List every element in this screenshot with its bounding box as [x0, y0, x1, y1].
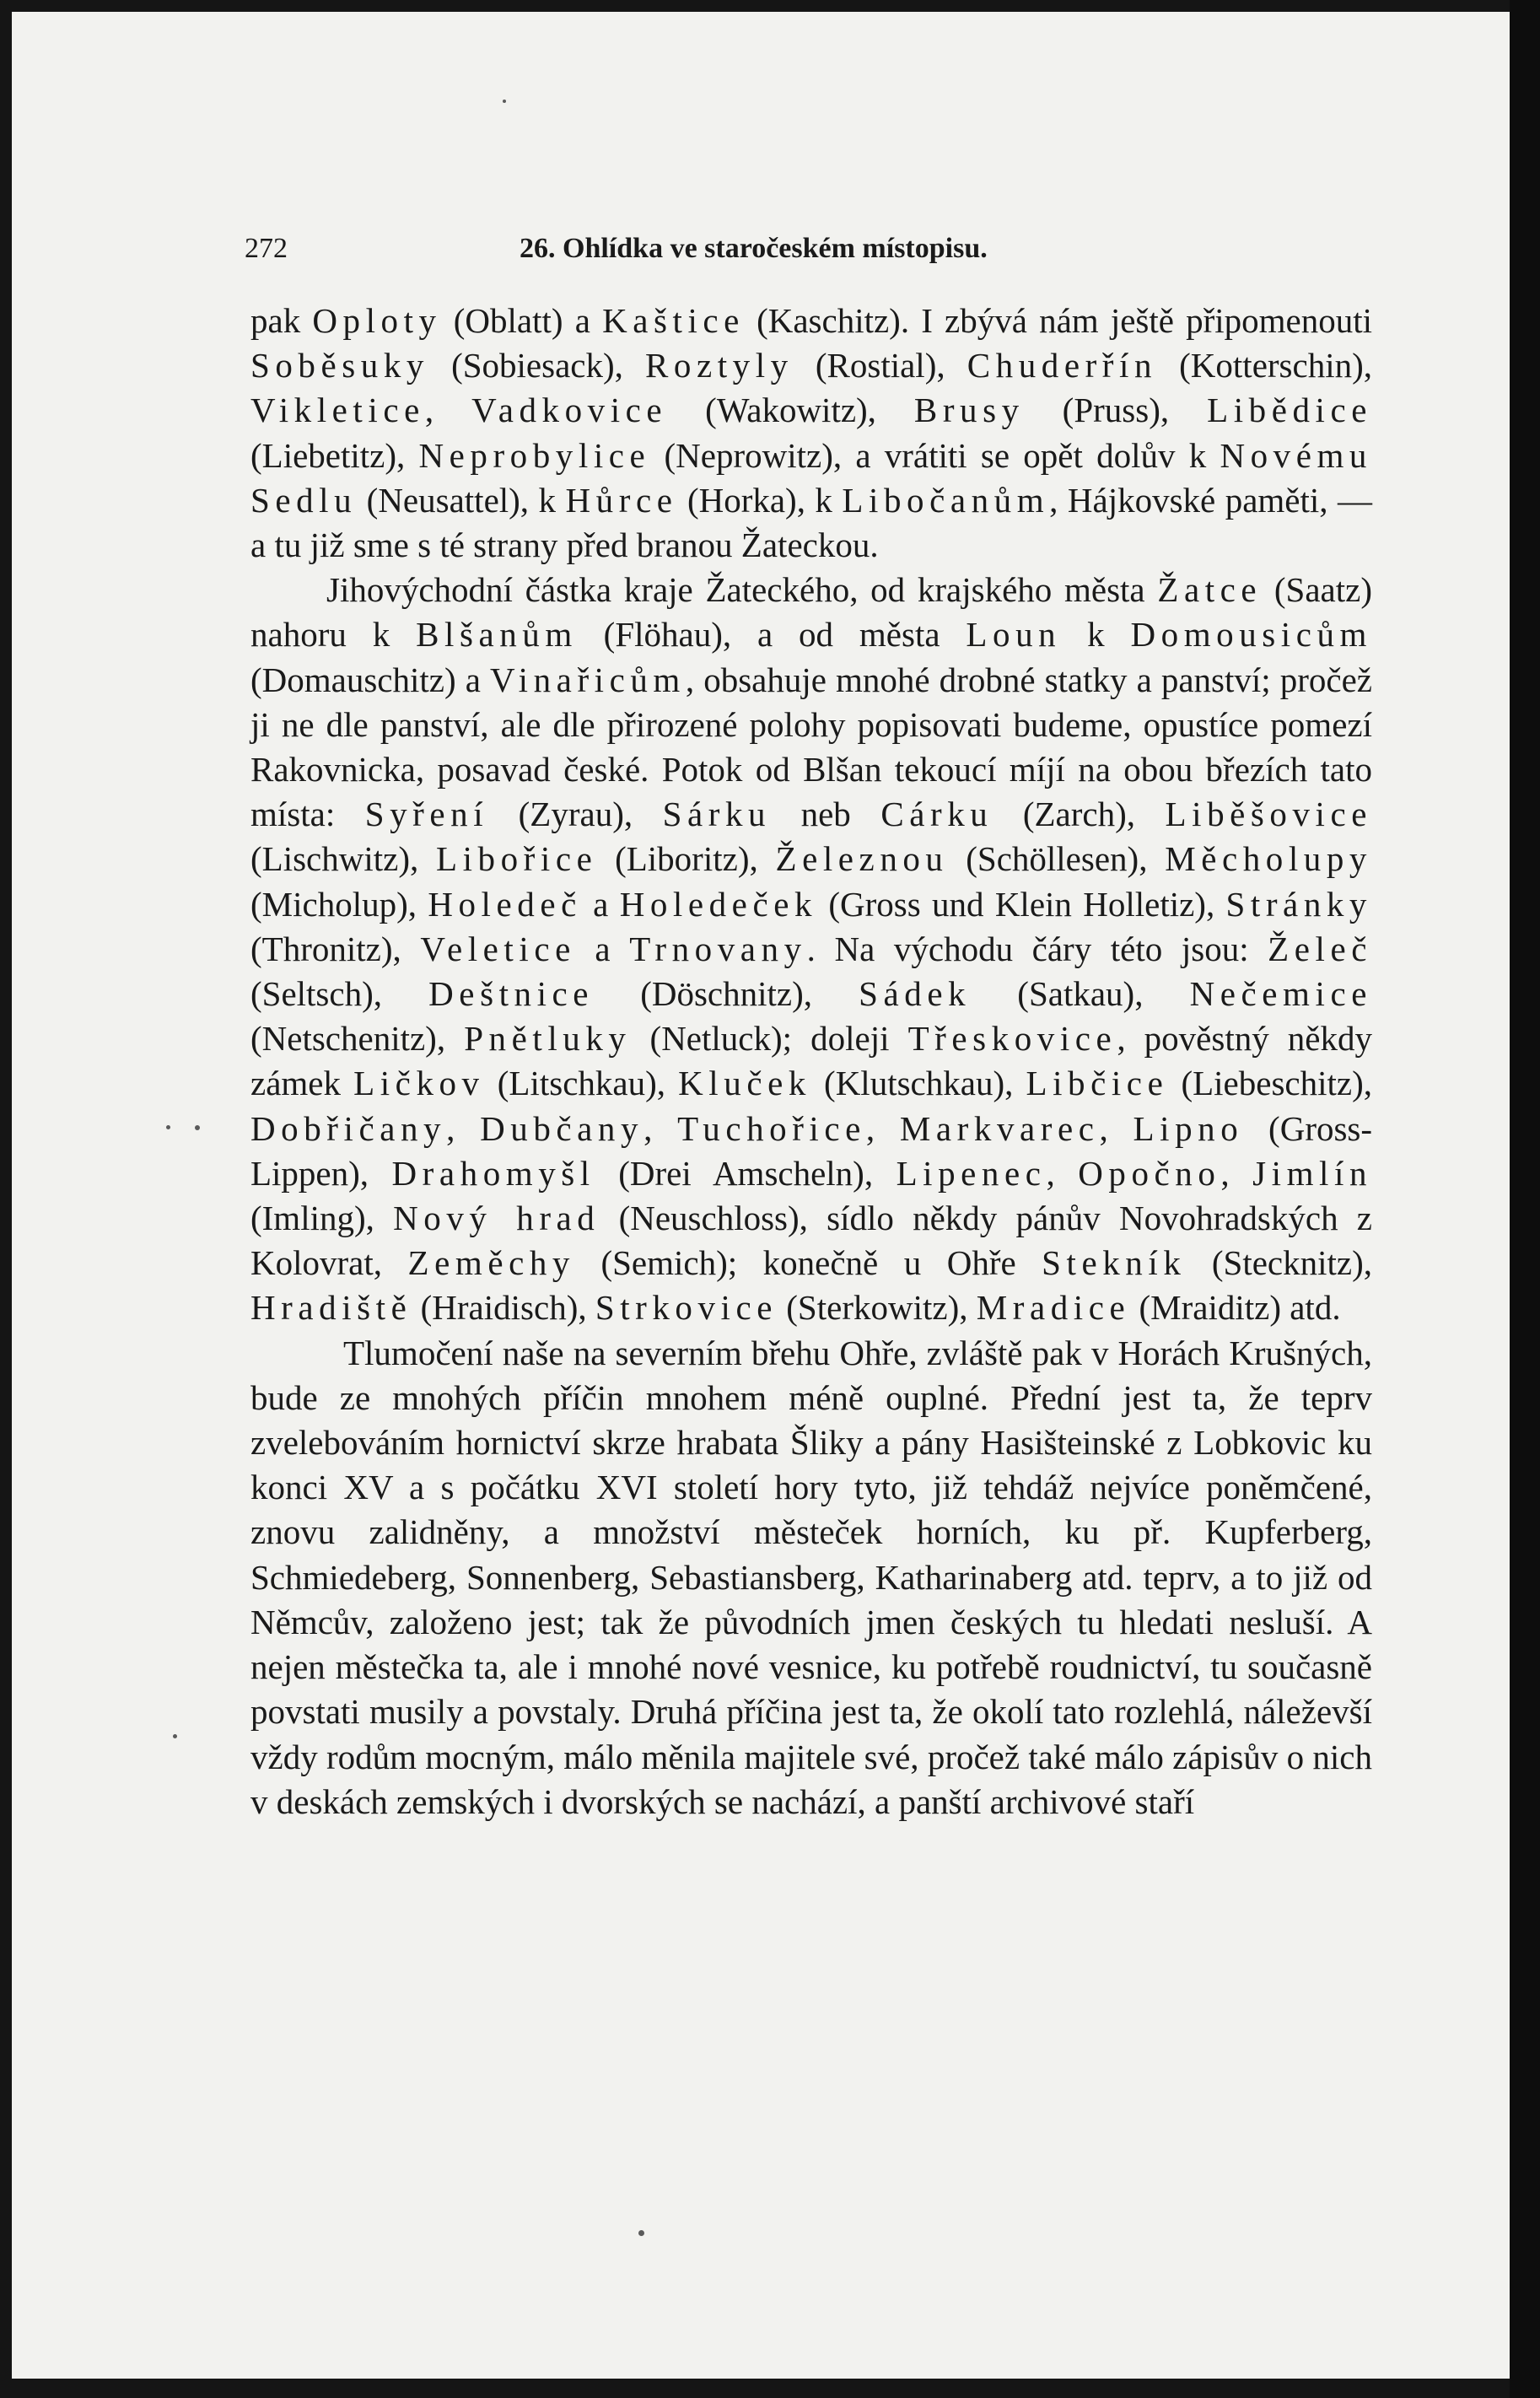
place-name: Hůrce [565, 480, 678, 520]
text-run: (Neprowitz), a vrátiti se opět dolův k [650, 435, 1220, 475]
place-name: Sárku [662, 795, 772, 834]
place-name: Jimlín [1252, 1153, 1373, 1193]
place-name: Drahomyšl [391, 1153, 595, 1193]
text-run: (Micholup), [250, 884, 428, 924]
print-speck [195, 1125, 200, 1130]
place-name: Opočno [1078, 1153, 1221, 1193]
place-name: Kaštice [602, 301, 745, 340]
text-run: (Döschnitz), [594, 974, 859, 1014]
text-run: (Neuschloss), sídlo někdy pánův Novohradských z Kolovrat, [250, 1199, 1373, 1283]
place-name: Libčice [1026, 1064, 1169, 1103]
text-run: (Horka), k [677, 480, 843, 520]
text-run: , [446, 1108, 481, 1148]
place-name: Nečemice [1189, 974, 1372, 1014]
text-run: , Hájkovské paměti, — a tu již sme s té strany před branou Žateckou. [250, 480, 1372, 565]
place-name: Deštnice [428, 974, 595, 1014]
place-name: Sádek [859, 974, 972, 1014]
place-name: Ličkov [353, 1064, 485, 1103]
place-name: Loun [966, 615, 1062, 655]
place-name: Hradiště [250, 1288, 412, 1328]
text-run: , pověstný někdy zámek [250, 1019, 1372, 1103]
text-run: , [865, 1108, 900, 1148]
text-run: (Flöhau), a od města [577, 615, 967, 655]
text-run: (Schöllesen), [948, 839, 1166, 879]
print-speck [503, 100, 506, 103]
page-header [233, 228, 1371, 270]
text-run: , [424, 391, 472, 430]
text-run: , [1099, 1108, 1133, 1148]
text-run: (Domauschitz) a [250, 660, 490, 699]
place-name: Libořice [435, 839, 598, 879]
text-run: (Netluck); doleji [631, 1019, 908, 1059]
text-run: (Liboritz), [597, 839, 776, 879]
text-run: (Semich); konečně u Ohře [574, 1243, 1042, 1283]
place-name: Mradice [976, 1288, 1131, 1328]
print-speck [638, 2230, 644, 2236]
place-name: Soběsuky [250, 346, 429, 385]
text-run: , obsahuje mnohé drobné statky a panství; pročež ji ne dle panství, ale dle přirozené polohy popisovati budeme, opustíce pomezí Rakovnicka, posavad české. Potok od Blšan tekoucí míjí na obou březích tato místa: [250, 660, 1372, 834]
place-name: Liběšovice [1165, 795, 1372, 834]
text-run: (Liebeschitz), [1168, 1064, 1372, 1103]
place-name: Neprobylice [418, 435, 651, 475]
text-run: Jihovýchodní částka kraje Žateckého, od krajského města [326, 570, 1158, 610]
print-speck [166, 1125, 170, 1129]
place-name: Oploty [312, 301, 442, 340]
place-name: Libědice [1207, 391, 1372, 430]
text-run: , [1220, 1153, 1253, 1193]
text-run: (Oblatt) a [441, 301, 603, 340]
text-run: (Litschkau), [484, 1064, 679, 1103]
text-run: (Hraidisch), [412, 1288, 595, 1328]
place-name: Domousicům [1130, 615, 1373, 655]
text-run: (Sobiesack), [428, 346, 645, 385]
place-name: Dobřičany [250, 1108, 447, 1148]
place-name: Roztyly [645, 346, 794, 385]
text-run: (Stecknitz), [1186, 1243, 1372, 1283]
text-run: (Saatz) nahoru k [250, 570, 1372, 655]
place-name: Markvarec [899, 1108, 1100, 1148]
text-run: k [1061, 615, 1131, 655]
text-run: (Kaschitz). I zbývá nám ještě připomenouti [744, 301, 1373, 340]
place-name: Chuderřín [967, 346, 1158, 385]
text-run: (Drei Amscheln), [595, 1153, 897, 1193]
text-run: (Rostial), [793, 346, 967, 385]
place-name: Třeskovice [907, 1019, 1117, 1059]
text-run: (Gross-Lippen), [250, 1108, 1373, 1193]
text-run: (Mraiditz) atd. [1130, 1288, 1341, 1328]
text-run: (Pruss), [1024, 391, 1208, 430]
place-name: Holedeček [619, 884, 818, 924]
place-name: Dubčany [480, 1108, 644, 1148]
text-run: a [581, 884, 620, 924]
text-run: (Satkau), [971, 974, 1190, 1014]
text-run: . Na východu čáry této jsou: [806, 929, 1268, 968]
paragraph [250, 1331, 1372, 1824]
place-name: Strkovice [595, 1288, 778, 1328]
place-name: Libočanům [842, 480, 1050, 520]
text-run: (Kotterschin), [1157, 346, 1372, 385]
text-run: neb [771, 795, 881, 834]
text-run: (Seltsch), [250, 974, 429, 1014]
place-name: Lipenec [896, 1153, 1047, 1193]
running-title: 26. Ohlídka ve staročeském místopisu. [520, 233, 988, 264]
place-name: Zeměchy [407, 1243, 575, 1283]
text-run: pak [250, 301, 313, 340]
place-name: Trnovany [629, 929, 807, 968]
text-run: (Wakowitz), [667, 391, 914, 430]
text-run: (Thronitz), [250, 929, 421, 968]
place-name: Nový hrad [393, 1199, 600, 1238]
place-name: Vikletice [250, 391, 425, 430]
scan-border [1510, 0, 1540, 2398]
paragraph [250, 299, 1372, 568]
body-text [250, 299, 1372, 1824]
text-run: Tlumočení naše na severním břehu Ohře, zvláště pak v Horách Krušných, bude ze mnohých příčin mnohem méně ouplné. Přední jest ta, že teprv zvelebováním hornictví skrze hrabata Šliky a pány Hasišteinské z Lobkovic ku konci XV a s počátku XVI století hory tyto, již tehdáž nejvíce poněmčené, znovu zalidněny, a množství městeček horních, ku př. Kupferberg, Schmiedeberg, Sonnenberg, Sebastiansberg, Katharinaberg atd. teprv, a to již od Němcův, založeno jest; tak že původních jmen českých tu hledati nesluší. A nejen městečka ta, ale i mnohé nové vesnice, ku potřebě roudnictví, tu současně povstati musily a povstaly. Druhá příčina jest ta, že okolí tato rozlehlá, náleževší vždy rodům mocným, málo měnila majitele své, pročež také málo zápisův o nich v deskách zemských i dvorských se nachází, a panští archivové staří [250, 1333, 1372, 1821]
text-run: (Klutschkau), [810, 1064, 1026, 1103]
place-name: Vinařicům [489, 660, 686, 699]
place-name: Žatce [1157, 570, 1263, 610]
book-page [12, 12, 1510, 2379]
text-run: (Zyrau), [488, 795, 663, 834]
text-run: (Netschenitz), [250, 1019, 465, 1059]
place-name: Železnou [775, 839, 949, 879]
text-run: (Zarch), [993, 795, 1166, 834]
text-run: a [575, 929, 630, 968]
place-name: Stránky [1225, 884, 1372, 924]
paragraph [250, 568, 1372, 1330]
place-name: Vadkovice [471, 391, 668, 430]
text-run: (Imling), [250, 1199, 394, 1238]
place-name: Želeč [1268, 929, 1373, 968]
text-run: (Sterkowitz), [778, 1288, 977, 1328]
text-run: , [1046, 1153, 1079, 1193]
place-name: Holedeč [428, 884, 582, 924]
page-number: 272 [245, 233, 288, 264]
print-speck [173, 1734, 177, 1738]
place-name: Lipno [1133, 1108, 1244, 1148]
text-run: (Gross und Klein Holletiz), [817, 884, 1226, 924]
text-run: (Liebetitz), [250, 435, 419, 475]
place-name: Stekník [1042, 1243, 1187, 1283]
place-name: Novému Sedlu [250, 435, 1372, 520]
place-name: Veletice [420, 929, 576, 968]
place-name: Měcholupy [1165, 839, 1372, 879]
text-run: (Lischwitz), [250, 839, 436, 879]
text-run: , [643, 1108, 678, 1148]
place-name: Pnětluky [464, 1019, 632, 1059]
place-name: Syření [364, 795, 489, 834]
place-name: Kluček [678, 1064, 811, 1103]
place-name: Blšanům [416, 615, 578, 655]
text-run: (Neusattel), k [357, 480, 566, 520]
place-name: Cárku [880, 795, 993, 834]
place-name: Brusy [913, 391, 1025, 430]
place-name: Tuchořice [677, 1108, 866, 1148]
